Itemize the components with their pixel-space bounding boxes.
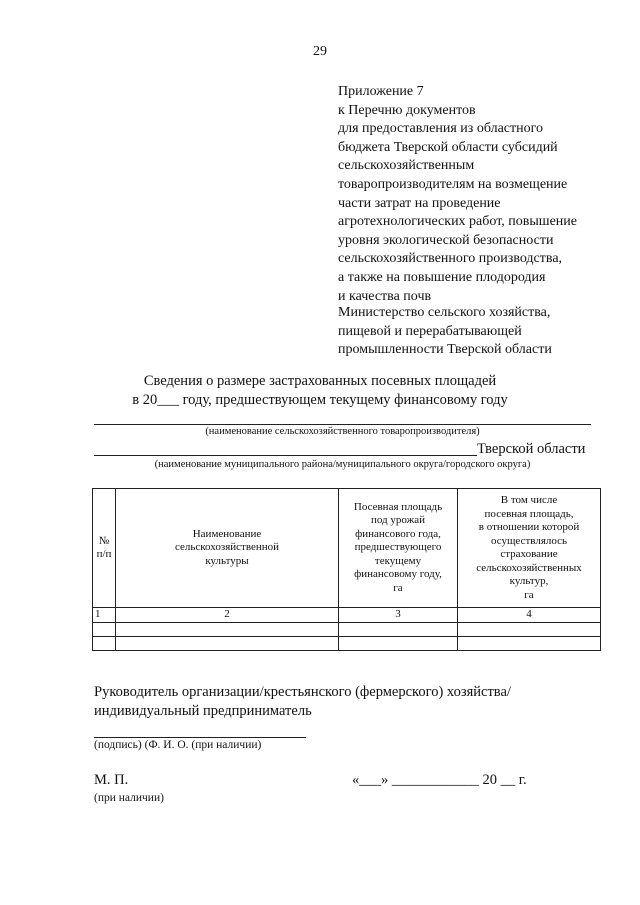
header-line: культур,	[509, 575, 549, 587]
table-cell[interactable]	[116, 622, 339, 636]
appendix-line: товаропроизводителям на возмещение	[338, 176, 568, 192]
signatory-line-1: Руководитель организации/крестьянского (фермерского) хозяйства/	[94, 684, 511, 700]
header-line: под урожай	[370, 514, 425, 527]
appendix-line: бюджета Тверской области субсидий	[338, 139, 558, 155]
title-line-2: в 20___ году, предшествующем текущему финансовому году	[132, 392, 508, 408]
table-cell[interactable]	[339, 636, 458, 650]
column-number: 4	[458, 608, 601, 623]
header-line: текущему	[374, 554, 422, 567]
header-cell-sown-area	[339, 489, 458, 608]
table-row	[93, 622, 601, 636]
header-line: п/п	[96, 548, 112, 560]
signature-block	[94, 683, 511, 721]
appendix-block	[338, 83, 577, 306]
header-line: №	[98, 534, 110, 547]
insured-areas-table	[92, 488, 601, 651]
header-line: финансовому году,	[354, 568, 442, 581]
ministry-line: пищевой и перерабатывающей	[338, 323, 522, 339]
column-number: 3	[339, 608, 458, 623]
header-line: В том числе	[500, 494, 558, 506]
appendix-line: и качества почв	[338, 288, 432, 304]
producer-caption: (наименование сельскохозяйственного товаропроизводителя)	[205, 426, 480, 437]
header-line: культуры	[205, 554, 249, 567]
header-cell-number	[93, 489, 116, 608]
table-cell[interactable]	[93, 636, 116, 650]
table-cell[interactable]	[458, 622, 601, 636]
page-number: 29	[313, 44, 327, 59]
table-cell[interactable]	[116, 636, 339, 650]
municipality-name-line[interactable]	[94, 455, 477, 456]
region-suffix: Тверской области	[477, 441, 586, 457]
appendix-line: сельскохозяйственного производства,	[338, 251, 563, 267]
ministry-block	[338, 304, 552, 360]
header-line: посевная площадь,	[484, 507, 574, 520]
header-line: сельскохозяйственных	[476, 561, 582, 574]
header-line: га	[524, 588, 534, 601]
header-line: страхование	[500, 548, 558, 560]
signatory-line-2: индивидуальный предприниматель	[94, 703, 312, 719]
header-line: финансового года,	[355, 527, 441, 540]
appendix-line: а также на повышение плодородия	[338, 269, 546, 285]
table-cell[interactable]	[339, 622, 458, 636]
appendix-line: Приложение 7	[338, 84, 424, 99]
document-title	[0, 372, 640, 410]
appendix-line: для предоставления из областного	[338, 121, 544, 137]
date-field[interactable]: «___» ____________ 20 __ г.	[352, 772, 527, 788]
appendix-line: к Перечню документов	[338, 102, 476, 118]
header-line: Наименование	[192, 527, 262, 540]
ministry-line: промышленности Тверской области	[338, 342, 552, 358]
appendix-line: сельскохозяйственным	[338, 158, 475, 174]
stamp-label: М. П.	[94, 772, 129, 788]
header-line: сельскохозяйственной	[174, 541, 280, 554]
column-number: 2	[116, 608, 339, 623]
header-line: в отношении которой	[478, 521, 580, 533]
column-number-row	[93, 608, 601, 623]
header-line: осуществлялось	[490, 534, 568, 547]
municipality-caption: (наименование муниципального района/муниципального округа/городского округа)	[154, 459, 531, 470]
header-line: Посевная площадь	[353, 500, 443, 513]
header-cell-insured-area	[458, 489, 601, 608]
appendix-line: уровня экологической безопасности	[338, 232, 554, 248]
header-cell-crop	[116, 489, 339, 608]
signature-line[interactable]	[94, 737, 306, 738]
stamp-note: (при наличии)	[94, 792, 164, 804]
signature-caption: (подпись) (Ф. И. О. (при наличии)	[94, 739, 262, 751]
table-cell[interactable]	[458, 636, 601, 650]
header-line: предшествующего	[354, 541, 442, 554]
header-line: га	[393, 581, 403, 594]
ministry-line: Министерство сельского хозяйства,	[338, 305, 551, 320]
appendix-line: части затрат на проведение	[338, 195, 501, 211]
table-cell[interactable]	[93, 622, 116, 636]
table-row	[93, 636, 601, 650]
appendix-line: агротехнологических работ, повышение	[338, 214, 577, 230]
column-number: 1	[93, 608, 116, 623]
table-header-row	[93, 489, 601, 608]
title-line-1: Сведения о размере застрахованных посевных площадей	[143, 373, 497, 389]
producer-name-line[interactable]	[94, 424, 591, 425]
